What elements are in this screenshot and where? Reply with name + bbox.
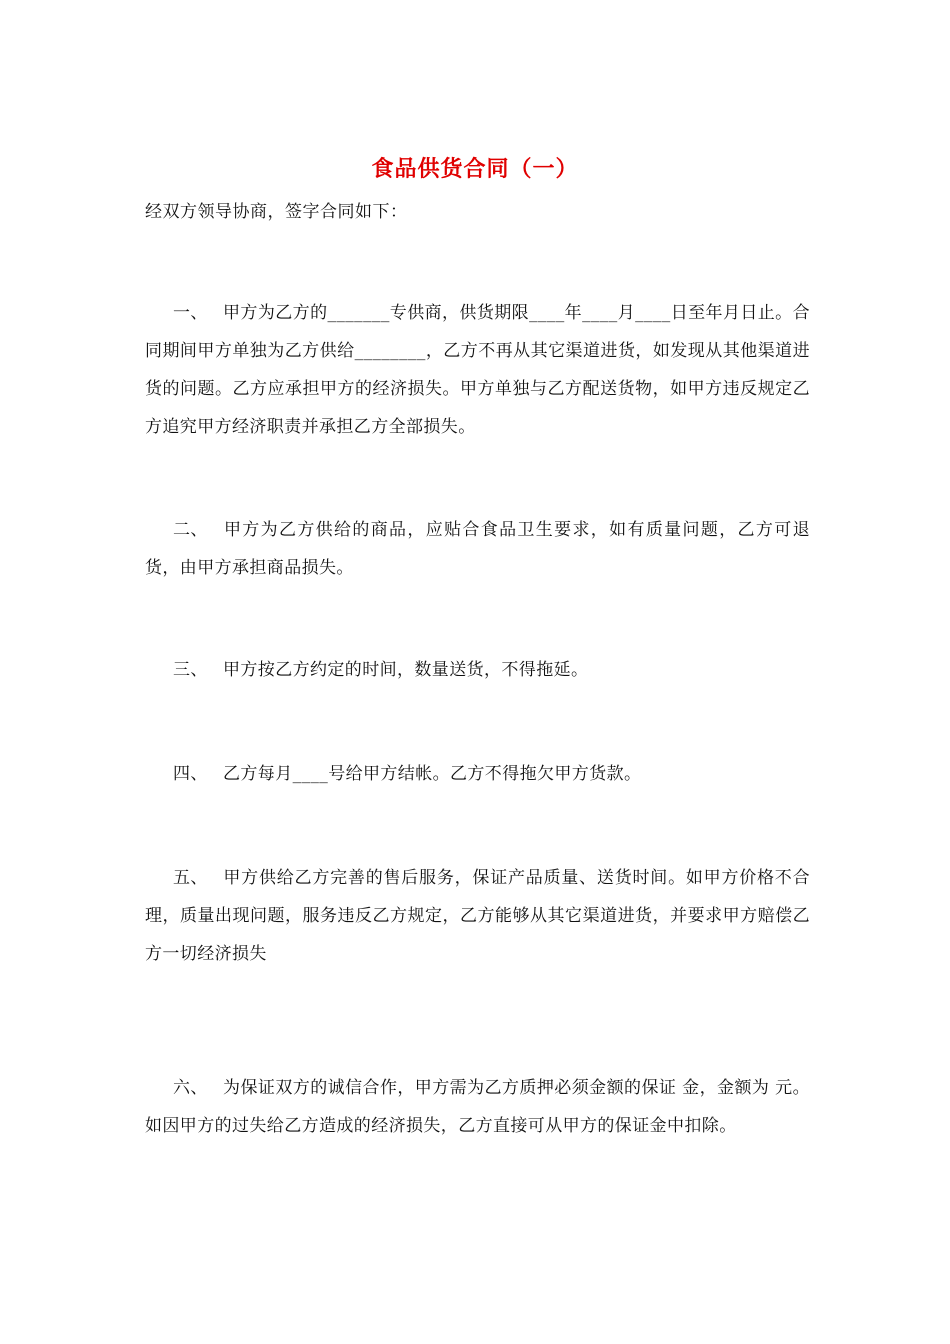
clause-text: 甲方为乙方的_______专供商，供货期限____年____月____日至年月日止。合同期间甲方单独为乙方供给________，乙方不再从其它渠道进货，如发现从其他渠道进货的问题。乙方应承担甲方的经济损失。甲方单独与乙方配送货物，如甲方违反规定乙方追究甲方经济职责并承担乙方全部损失。 <box>145 303 810 437</box>
clause-text: 乙方每月____号给甲方结帐。乙方不得拖欠甲方货款。 <box>223 764 642 784</box>
clause-number: 四、 <box>173 764 208 784</box>
clause-6 <box>145 1069 810 1145</box>
clause-1 <box>145 294 810 446</box>
clause-text: 甲方供给乙方完善的售后服务，保证产品质量、送货时间。如甲方价格不合理，质量出现问题，服务违反乙方规定，乙方能够从其它渠道进货，并要求甲方赔偿乙方一切经济损失 <box>145 868 810 964</box>
clause-4 <box>145 755 810 793</box>
clause-number: 一、 <box>173 303 208 323</box>
clause-text: 甲方按乙方约定的时间，数量送货，不得拖延。 <box>223 660 589 680</box>
document-intro: 经双方领导协商，签字合同如下： <box>145 202 408 222</box>
clause-5 <box>145 859 810 973</box>
document-title: 食品供货合同（一） <box>371 156 579 182</box>
clause-number: 三、 <box>173 660 208 680</box>
clause-2 <box>145 511 810 587</box>
clause-3 <box>145 651 810 689</box>
clause-number: 二、 <box>173 520 208 540</box>
clause-number: 六、 <box>173 1078 208 1098</box>
clause-text: 为保证双方的诚信合作，甲方需为乙方质押必须金额的保证 金，金额为 元。如因甲方的过失给乙方造成的经济损失，乙方直接可从甲方的保证金中扣除。 <box>145 1078 810 1136</box>
clause-number: 五、 <box>173 868 208 888</box>
clause-text: 甲方为乙方供给的商品，应贴合食品卫生要求，如有质量问题，乙方可退货，由甲方承担商品损失。 <box>145 520 810 578</box>
